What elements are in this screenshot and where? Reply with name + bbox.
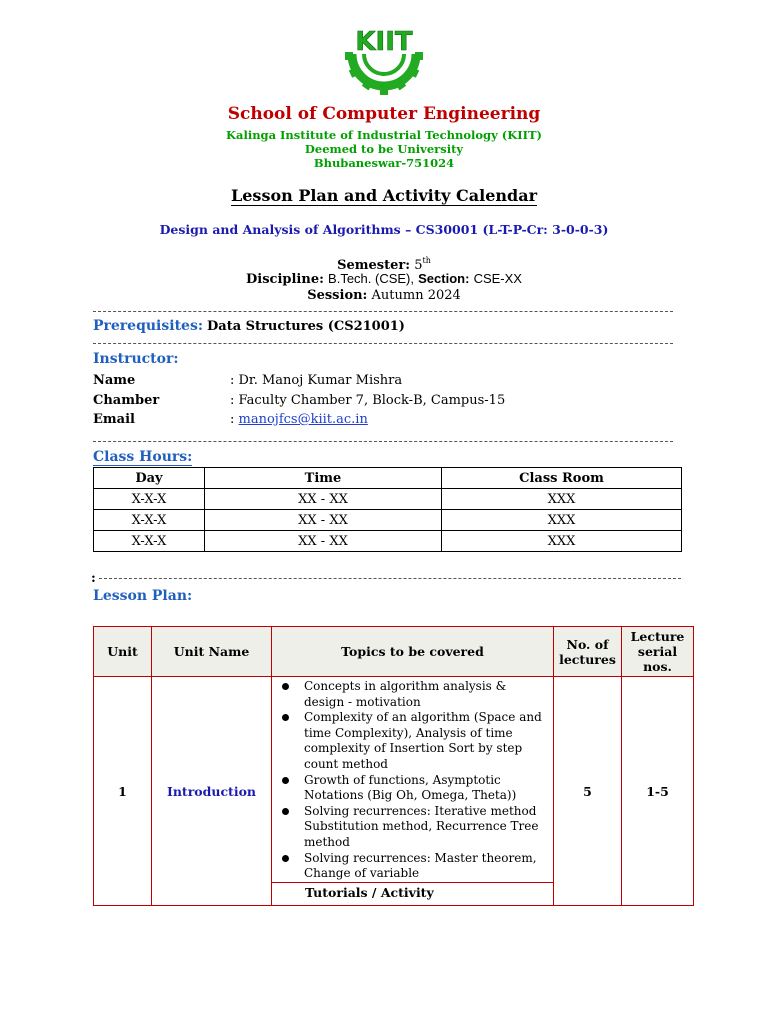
cell-lectures: 5 — [554, 677, 622, 906]
institute-status: Deemed to be University — [304, 142, 464, 156]
column-header-unit: Unit — [94, 627, 152, 677]
kiit-logo — [342, 20, 426, 96]
column-header-topics: Topics to be covered — [272, 627, 554, 677]
table-header-row — [94, 468, 682, 489]
table-row — [94, 510, 682, 531]
cell-time: XX - XX — [205, 489, 442, 510]
course-title: Design and Analysis of Algorithms – CS30001 (L-T-P-Cr: 3-0-0-3) — [159, 222, 609, 237]
cell-room: XXX — [442, 531, 682, 552]
lesson-plan-table — [93, 626, 694, 906]
column-header-lectures: No. of lectures — [554, 627, 622, 677]
cell-room: XXX — [442, 489, 682, 510]
column-header-unit-name: Unit Name — [152, 627, 272, 677]
table-header-row — [94, 627, 694, 677]
stray-colon: : — [91, 571, 96, 586]
institute-address: Bhubaneswar-751024 — [313, 156, 455, 170]
table-row — [94, 677, 694, 906]
column-header-serial: Lecture serial nos. — [622, 627, 694, 677]
column-header-time: Time — [205, 468, 442, 489]
column-header-room: Class Room — [442, 468, 682, 489]
table-row — [94, 489, 682, 510]
column-header-day: Day — [94, 468, 205, 489]
list-item: Solving recurrences: Iterative method Substitution method, Recurrence Tree method — [304, 804, 547, 851]
lesson-plan-heading: Lesson Plan: — [93, 588, 193, 604]
class-hours-table — [93, 467, 682, 552]
list-item: Concepts in algorithm analysis & design - motivation — [304, 679, 547, 710]
divider — [99, 578, 681, 579]
cell-time: XX - XX — [205, 531, 442, 552]
table-row — [94, 531, 682, 552]
cell-day: X-X-X — [94, 510, 205, 531]
discipline-line: Discipline: B.Tech. (CSE), Section: CSE-XX — [246, 271, 522, 287]
prerequisites-value: Data Structures (CS21001) — [207, 319, 405, 334]
divider — [93, 311, 673, 312]
school-name: School of Computer Engineering — [227, 104, 541, 124]
divider — [93, 343, 673, 344]
list-item: Growth of functions, Asymptotic Notations (Big Oh, Omega, Theta)) — [304, 773, 547, 804]
cell-room: XXX — [442, 510, 682, 531]
list-item: Complexity of an algorithm (Space and time Complexity), Analysis of time complexity of Insertion Sort by step count method — [304, 710, 547, 772]
prerequisites-heading: Prerequisites: Data Structures (CS21001) — [93, 318, 405, 334]
cell-serial: 1-5 — [622, 677, 694, 906]
cell-topics — [272, 677, 554, 906]
topics-list — [272, 679, 553, 882]
document-page: KIIT School of Computer Engineering Kalinga Institute of Industrial Technology (KIIT) Deemed to be University Bhubaneswar-751024 Lesson Plan and Activity Calendar Design and Analysis of Algorithms – CS30001 (L-T-P-Cr: 3-0-0-3) Semester: 5th Discipline: B.Tech. (CSE), Section: CSE-XX Session: Autumn 2024 Prerequisites: Data Structures (CS21001) Instructor: Name : Dr. Manoj Kumar Mishra Chamber : Faculty Chamber 7, Block-B, Campus-15 Email : manojfcs@kiit.ac.in Class Hours: Day Time Class Room X-X-X XX - XX XXX X-X-X XX - XX XXX X-X-X XX - XX XXX : Lesson Plan: Unit Unit Name Topics to be covered No. of lectures Lecture serial nos. 1 Introduction Concepts in algorithm analysis & design - motivation Complexity of an algorithm (Space and time Complexity), Analysis of time complexity of Insertion Sort by step count method Growth of functions, Asymptotic Notations (Big Oh, Omega, Theta)) Solving recurrences: Iterative method Substitution method, Recurrence Tree method Solving recurrences: Master theorem, Change of variable Tutorials / Activity 5 1-5 — [0, 0, 768, 1024]
cell-unit: 1 — [94, 677, 152, 906]
semester-line: Semester: 5th — [337, 256, 431, 273]
institute-name: Kalinga Institute of Industrial Technology (KIIT) — [226, 128, 542, 142]
cell-unit-name: Introduction — [152, 677, 272, 906]
divider — [93, 441, 673, 442]
instructor-heading: Instructor: — [93, 351, 179, 367]
document-title: Lesson Plan and Activity Calendar — [231, 186, 537, 205]
list-item: Solving recurrences: Master theorem, Change of variable — [304, 851, 547, 882]
class-hours-heading: Class Hours: — [93, 449, 193, 465]
email-link[interactable]: manojfcs@kiit.ac.in — [238, 412, 368, 427]
session-line: Session: Autumn 2024 — [307, 288, 461, 303]
cell-day: X-X-X — [94, 531, 205, 552]
tutorial-activity-label: Tutorials / Activity — [272, 882, 553, 904]
cell-day: X-X-X — [94, 489, 205, 510]
cell-time: XX - XX — [205, 510, 442, 531]
logo-text: KIIT — [355, 27, 413, 57]
